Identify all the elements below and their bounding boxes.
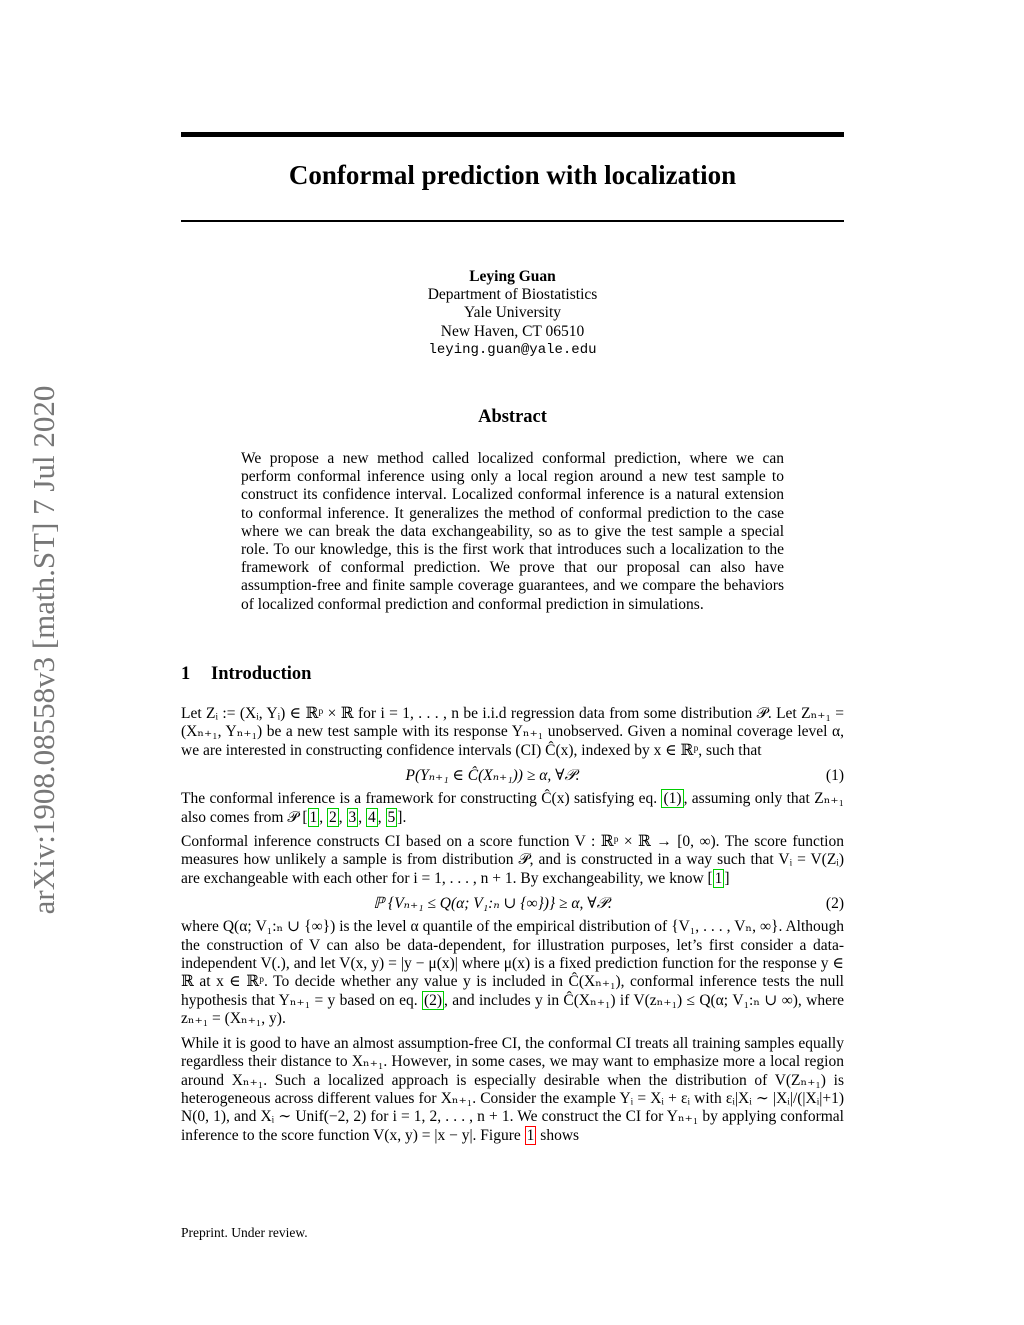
author-name: Leying Guan [469,268,556,285]
citation-link[interactable]: 2 [329,808,337,826]
equation-1 [181,766,844,786]
citation-link[interactable]: 4 [368,808,376,826]
title-rule-top [181,132,844,137]
citation-link[interactable]: 1 [714,869,723,887]
paragraph-1: Let Zᵢ := (Xᵢ, Yᵢ) ∈ ℝᵖ × ℝ for i = 1, . . . , n be i.i.d regression data from some distribution 𝒫. Let Zₙ₊₁ = (Xₙ₊₁, Yₙ₊₁) be a new test sample with its response Yₙ₊₁ unobserved. Given a nominal coverage level α, we are interested in constructing confidence intervals (CI) Ĉ(x), indexed by x ∈ ℝᵖ, such that [181,705,844,759]
equation-1-tag: (1) [825,767,844,785]
section-number: 1 [181,664,191,684]
abstract-heading: Abstract [478,407,547,427]
author-department: Department of Biostatistics [427,286,598,304]
author-address: New Haven, CT 06510 [440,322,585,340]
equation-2-expression: ℙ {Vₙ₊₁ ≤ Q(α; V₁:ₙ ∪ {∞})} ≥ α, ∀𝒫. [373,895,612,913]
author-email[interactable]: leying.guan@yale.edu [428,341,597,358]
paper-title: Conformal prediction with localization [288,160,737,190]
section-title: Introduction [211,664,312,684]
abstract-text: We propose a new method called localized conformal prediction, where we can perform conformal inference using only a local region around a new test sample to construct its confidence interval. Localized conformal inference is a natural extension to conformal inference. It generalizes the method of conformal prediction to the case where we can break the data exchangeability, so as to give the test sample a special role. To our knowledge, this is the first work that introduces such a localization to the framework of conformal prediction. We prove that our proposal can also have assumption-free and finite sample coverage guarantees, and we compare the behaviors of localized conformal prediction and conformal prediction in simulations. [241,450,784,613]
section-heading [181,664,311,685]
equation-ref-link[interactable]: (1) [663,790,682,808]
figure-ref-link[interactable]: 1 [526,1126,535,1144]
author-university: Yale University [463,304,562,322]
title-rule-bottom [181,220,844,222]
equation-ref-link[interactable]: (2) [423,991,443,1009]
citation-link[interactable]: 3 [348,808,357,826]
arxiv-sidebar-stamp [20,355,68,945]
author-block [181,268,844,359]
equation-1-expression: P(Yₙ₊₁ ∈ Ĉ(Xₙ₊₁)) ≥ α, ∀𝒫. [405,767,580,785]
citation-link[interactable]: 5 [387,808,396,826]
paragraph-5: While it is good to have an almost assumption-free CI, the conformal CI treats all training samples equally regardless their distance to Xₙ₊₁. However, in some cases, we may want to emphasize more a local region around Xₙ₊₁. Such a localized approach is especially desirable when the distribution of V(Zₙ₊₁) is heterogeneous across different values for Xₙ₊₁. Consider the example Yᵢ = Xᵢ + εᵢ with εᵢ|Xᵢ ∼ |Xᵢ|/(|Xᵢ|+1) N(0, 1), and Xᵢ ∼ Unif(−2, 2) for i = 1, 2, . . . , n + 1. We construct the CI for Yₙ₊₁ by applying conformal inference to the score function V(x, y) = |x − y|. Figure 1 shows [181,1034,844,1144]
equation-2-tag: (2) [825,895,844,913]
paragraph-2: The conformal inference is a framework for constructing Ĉ(x) satisfying eq. (1) , assuming only that Zₙ₊₁ also comes from 𝒫 [ 1 , 2 , 3 , 4 , 5 ]. [181,790,844,826]
body-text [181,705,844,1151]
citation-link[interactable]: 1 [309,808,318,826]
paragraph-3: Conformal inference constructs CI based on a score function V : ℝᵖ × ℝ → [0, ∞). The score function measures how unlikely a sample is from distribution 𝒫, and is constructed in a way such that Vᵢ = V(Zᵢ) are exchangeable with each other for i = 1, . . . , n + 1. By exchangeability, we know [ 1 ] [181,833,844,887]
equation-2 [181,894,844,914]
footer-note: Preprint. Under review. [181,1225,308,1240]
paragraph-4: where Q(α; V₁:ₙ ∪ {∞}) is the level α quantile of the empirical distribution of {V₁, . . . , Vₙ, ∞}. Although the construction of V can also be data-dependent, for illustration purposes, let’s first consider a data-independent V(.), and let V(x, y) = |y − μ(x)| where μ(x) is a fixed prediction function for the response y ∈ ℝ at x ∈ ℝᵖ. To decide whether any value y is included in Ĉ(Xₙ₊₁), conformal inference tests the null hypothesis that Yₙ₊₁ = y based on eq. (2) , and includes y in Ĉ(Xₙ₊₁) if V(zₙ₊₁) ≤ Q(α; V₁:ₙ ∪ ∞), where zₙ₊₁ = (Xₙ₊₁, y). [181,918,844,1028]
arxiv-identifier: arXiv:1908.08558v3 [math.ST] 7 Jul 2020 [26,385,61,915]
